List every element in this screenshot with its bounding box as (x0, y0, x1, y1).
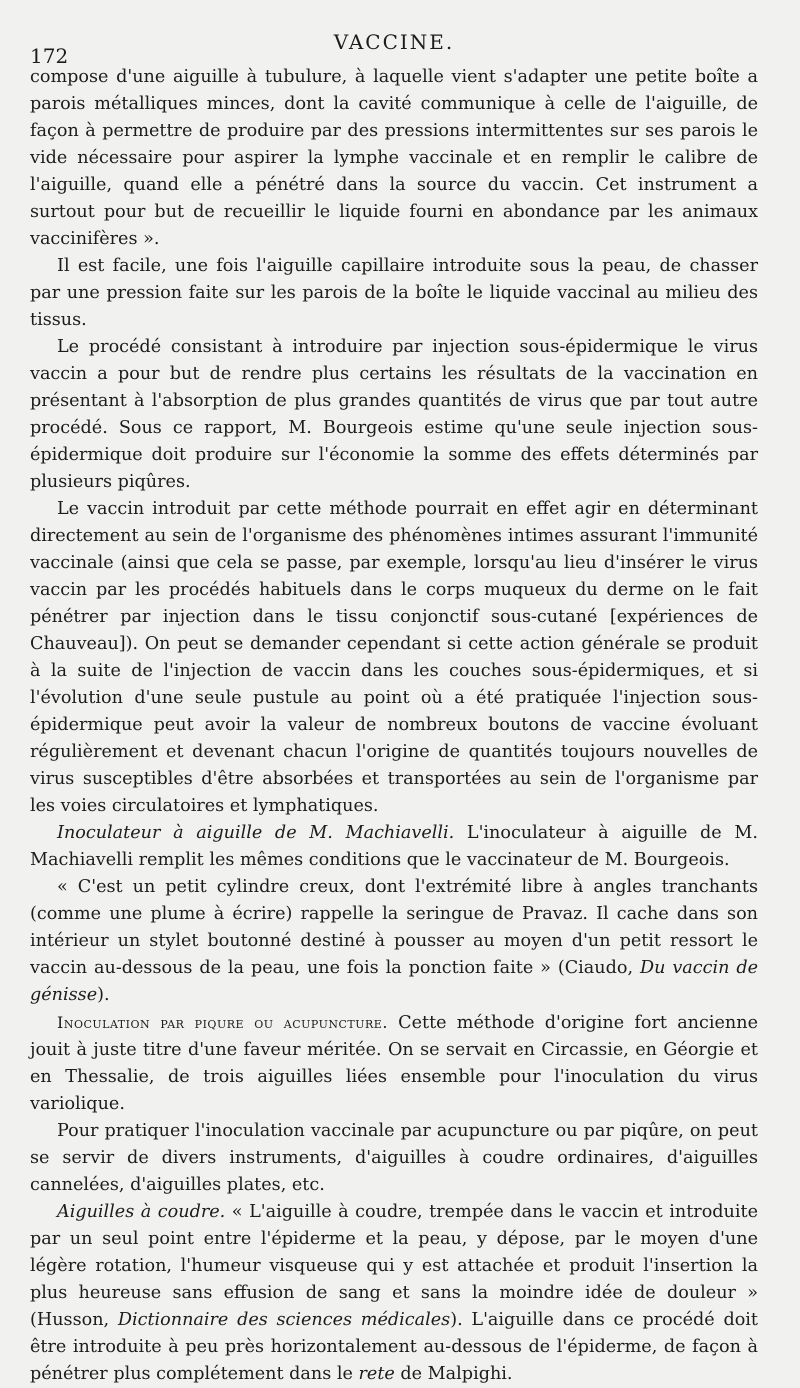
citation-husson: Dictionnaire des sciences médicales (117, 1310, 451, 1330)
paragraph-8: Pour pratiquer l'inoculation vaccinale par acupuncture ou par piqûre, on peut se servir de divers instruments, d'aiguilles à coudre ordinaires, d'aiguilles cannelées, d'aiguilles plates, etc. (30, 1121, 758, 1195)
paragraph-5 (30, 820, 758, 874)
paragraph-9 (30, 1199, 758, 1388)
paragraph-4: Le vaccin introduit par cette méthode pourrait en effet agir en déterminant directement au sein de l'organisme des phénomènes intimes assurant l'immunité vaccinale (ainsi que cela se passe, par exemple, lorsqu'au lieu d'insérer le virus vaccin par les procédés habituels dans le corps muqueux du derme on le fait pénétrer par injection dans le tissu conjonctif sous-cutané [expériences de Chauveau]). On peut se demander cependant si cette action générale se produit à la suite de l'injection de vaccin dans les couches sous-épidermiques, et si l'évolution d'une seule pustule au point où a été pratiquée l'injection sous-épidermique peut avoir la valeur de nombreux boutons de vaccine évoluant régulièrement et devenant chacun l'origine de quantités toujours nouvelles de virus susceptibles d'être absorbées et transportées au sein de l'organisme par les voies circulatoires et lymphatiques. (30, 499, 758, 816)
section-title-machiavelli: Inoculateur à aiguille de M. Machiavelli. (57, 823, 455, 843)
page-header (30, 30, 758, 68)
paragraph-2: Il est facile, une fois l'aiguille capillaire introduite sous la peau, de chasser par une pression faite sur les parois de la boîte le liquide vaccinal au milieu des tissus. (30, 256, 758, 330)
paragraph-9-text-1: « L'aiguille à coudre, trempée dans le vaccin et introduite par un seul point entre l'épiderme et la peau, y dépose, par le moyen d'une légère rotation, l'humeur visqueuse qui y est attachée et produit l'insertion la plus heureuse sans effusion de sang et sans la moindre idée de douleur » (Husson, (30, 1202, 758, 1330)
paragraph-9-text-2: ). L'aiguille dans ce procédé doit être introduite à peu près horizontalement au-dessous de l'épiderme, de façon à pénétrer plus complétement dans le (30, 1310, 758, 1384)
page-body (30, 64, 758, 1388)
paragraph-5-text: L'inoculateur à aiguille de M. Machiavelli remplit les mêmes conditions que le vaccinateur de M. Bourgeois. (30, 823, 758, 870)
paragraph-1: compose d'une aiguille à tubulure, à laquelle vient s'adapter une petite boîte a parois métalliques minces, dont la cavité communique à celle de l'aiguille, de façon à permettre de produire par des pressions intermittentes sur ses parois le vide nécessaire pour aspirer la lymphe vaccinale et en remplir le calibre de l'aiguille, quand elle a pénétré dans la source du vaccin. Cet instrument a surtout pour but de recueillir le liquide fourni en abondance par les animaux vaccinifères ». (30, 67, 758, 249)
paragraph-6 (30, 874, 758, 1009)
section-title-aiguilles: Aiguilles à coudre. (57, 1202, 226, 1222)
paragraph-6-end: ). (97, 985, 110, 1005)
term-rete: rete (358, 1364, 395, 1384)
page-number: 172 (30, 44, 69, 68)
paragraph-7 (30, 1009, 758, 1118)
paragraph-9-text-3: de Malpighi. (394, 1364, 513, 1384)
running-title: VACCINE. (333, 30, 455, 54)
paragraph-6-text: « C'est un petit cylindre creux, dont l'extrémité libre à angles tranchants (comme une plume à écrire) rappelle la seringue de Pravaz. Il cache dans son intérieur un stylet boutonné destiné à pousser au moyen d'un petit ressort le vaccin au-dessous de la peau, une fois la ponction faite » (Ciaudo, (30, 877, 758, 978)
paragraph-7-text: Cette méthode d'origine fort ancienne jouit à juste titre d'une faveur méritée. On se servait en Circassie, en Géorgie et en Thessalie, de trois aiguilles liées ensemble pour l'inoculation du virus variolique. (30, 1013, 758, 1114)
paragraph-3: Le procédé consistant à introduire par injection sous-épidermique le virus vaccin a pour but de rendre plus certains les résultats de la vaccination en présentant à l'absorption de plus grandes quantités de virus que par tout autre procédé. Sous ce rapport, M. Bourgeois estime qu'une seule injection sous-épidermique doit produire sur l'économie la somme des effets déterminés par plusieurs piqûres. (30, 337, 758, 492)
section-heading-acupuncture: Inoculation par piqure ou acupuncture. (57, 1013, 388, 1032)
citation-ciaudo: Du vaccin de génisse (30, 958, 758, 1005)
